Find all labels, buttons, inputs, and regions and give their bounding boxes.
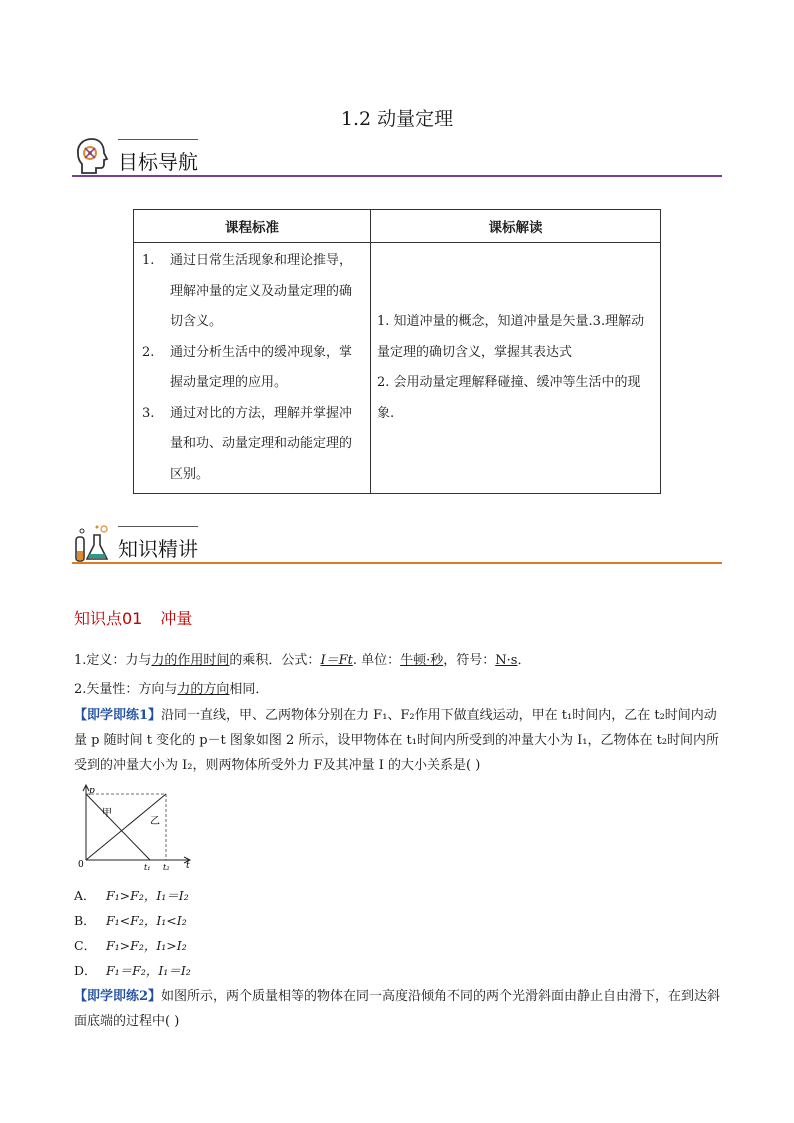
- head-gears-icon: [74, 136, 110, 176]
- formula: I＝Ft: [320, 653, 353, 668]
- standards-cell: [134, 243, 371, 494]
- series-label-yi: 乙: [150, 816, 160, 827]
- exercise-text: 如图所示，两个质量相等的物体在同一高度沿倾角不同的两个光滑斜面由静止自由滑下，在到达斜面底端的过程中( ): [74, 989, 721, 1029]
- section-divider: [72, 175, 722, 177]
- list-item: 3. 通过对比的方法，理解并掌握冲量和功、动量定理和动能定理的区别。: [142, 405, 353, 482]
- exercise-tag: 【即学即练2】: [74, 989, 162, 1004]
- option-c[interactable]: C． F₁>F₂，I₁>I₂: [74, 938, 187, 953]
- exercise-text: 沿同一直线，甲、乙两物体分别在力 F₁、F₂作用下做直线运动，甲在 t₁时间内，乙在 t₂时间内动量 p 随时间 t 变化的 p－t 图象如图 2 所示，设甲物体在 t₁时间内所受到的冲量大小为 I₁，乙物体在 t₂时间内所受到的冲量大小为 I₂，则两物体所受外力 F及其冲量 I 的大小关系是( ): [74, 708, 720, 773]
- section-title: 目标导航: [118, 150, 198, 174]
- unit-name: 牛顿·秒: [400, 653, 444, 668]
- interpretation-cell: [371, 243, 661, 494]
- line-jia: [86, 794, 150, 860]
- x-axis-label: t: [186, 861, 190, 871]
- section-header-goals: [72, 134, 722, 180]
- exercise-2: [74, 984, 726, 1034]
- knowledge-point-name: 冲量: [160, 609, 193, 628]
- section-divider: [72, 562, 722, 564]
- origin-label: 0: [78, 860, 84, 870]
- y-axis-label: p: [89, 786, 95, 796]
- section-title: 知识精讲: [118, 537, 198, 561]
- pt-graph: [74, 782, 199, 874]
- header-topline: [118, 526, 198, 527]
- list-item: 1. 通过日常生活现象和理论推导，理解冲量的定义及动量定理的确切含义。: [142, 253, 353, 329]
- knowledge-point-label: 知识点01: [74, 609, 143, 628]
- tick-label: t₁: [144, 863, 151, 872]
- interpretation-line: 2. 会用动量定理解释碰撞、缓冲等生活中的现象.: [377, 375, 641, 421]
- underlined-term: 力的方向: [177, 682, 230, 697]
- tick-label: t₂: [163, 863, 170, 872]
- list-item: 2. 通过分析生活中的缓冲现象，掌握动量定理的应用。: [142, 344, 353, 390]
- header-topline: [118, 139, 198, 140]
- option-d[interactable]: D． F₁＝F₂，I₁＝I₂: [74, 963, 191, 978]
- table-header: 课程标准: [134, 210, 371, 243]
- exercise-1: [74, 703, 726, 778]
- flask-icon: [72, 523, 112, 563]
- page-title: 1.2 动量定理: [340, 108, 454, 130]
- unit-symbol: N·s: [495, 653, 518, 668]
- knowledge-point-heading: [74, 606, 192, 629]
- underlined-term: 力的作用时间: [151, 653, 230, 668]
- standards-table: [133, 209, 661, 494]
- exercise-tag: 【即学即练1】: [74, 708, 162, 723]
- table-header: 课标解读: [371, 210, 661, 243]
- series-label-jia: 甲: [102, 808, 112, 819]
- vector-line: 2.矢量性：方向与力的方向相同．: [74, 682, 269, 697]
- line-yi: [86, 794, 166, 860]
- interpretation-line: 1. 知道冲量的概念，知道冲量是矢量.3.理解动量定理的确切含义，掌握其表达式: [377, 314, 645, 360]
- option-a[interactable]: A． F₁>F₂，I₁＝I₂: [74, 888, 189, 903]
- section-header-knowledge: [72, 522, 722, 566]
- definition-line: 1.定义：力与力的作用时间的乘积．公式：I＝Ft. 单位：牛顿·秒，符号：N·s．: [74, 653, 531, 668]
- option-b[interactable]: B． F₁<F₂，I₁<I₂: [74, 913, 187, 928]
